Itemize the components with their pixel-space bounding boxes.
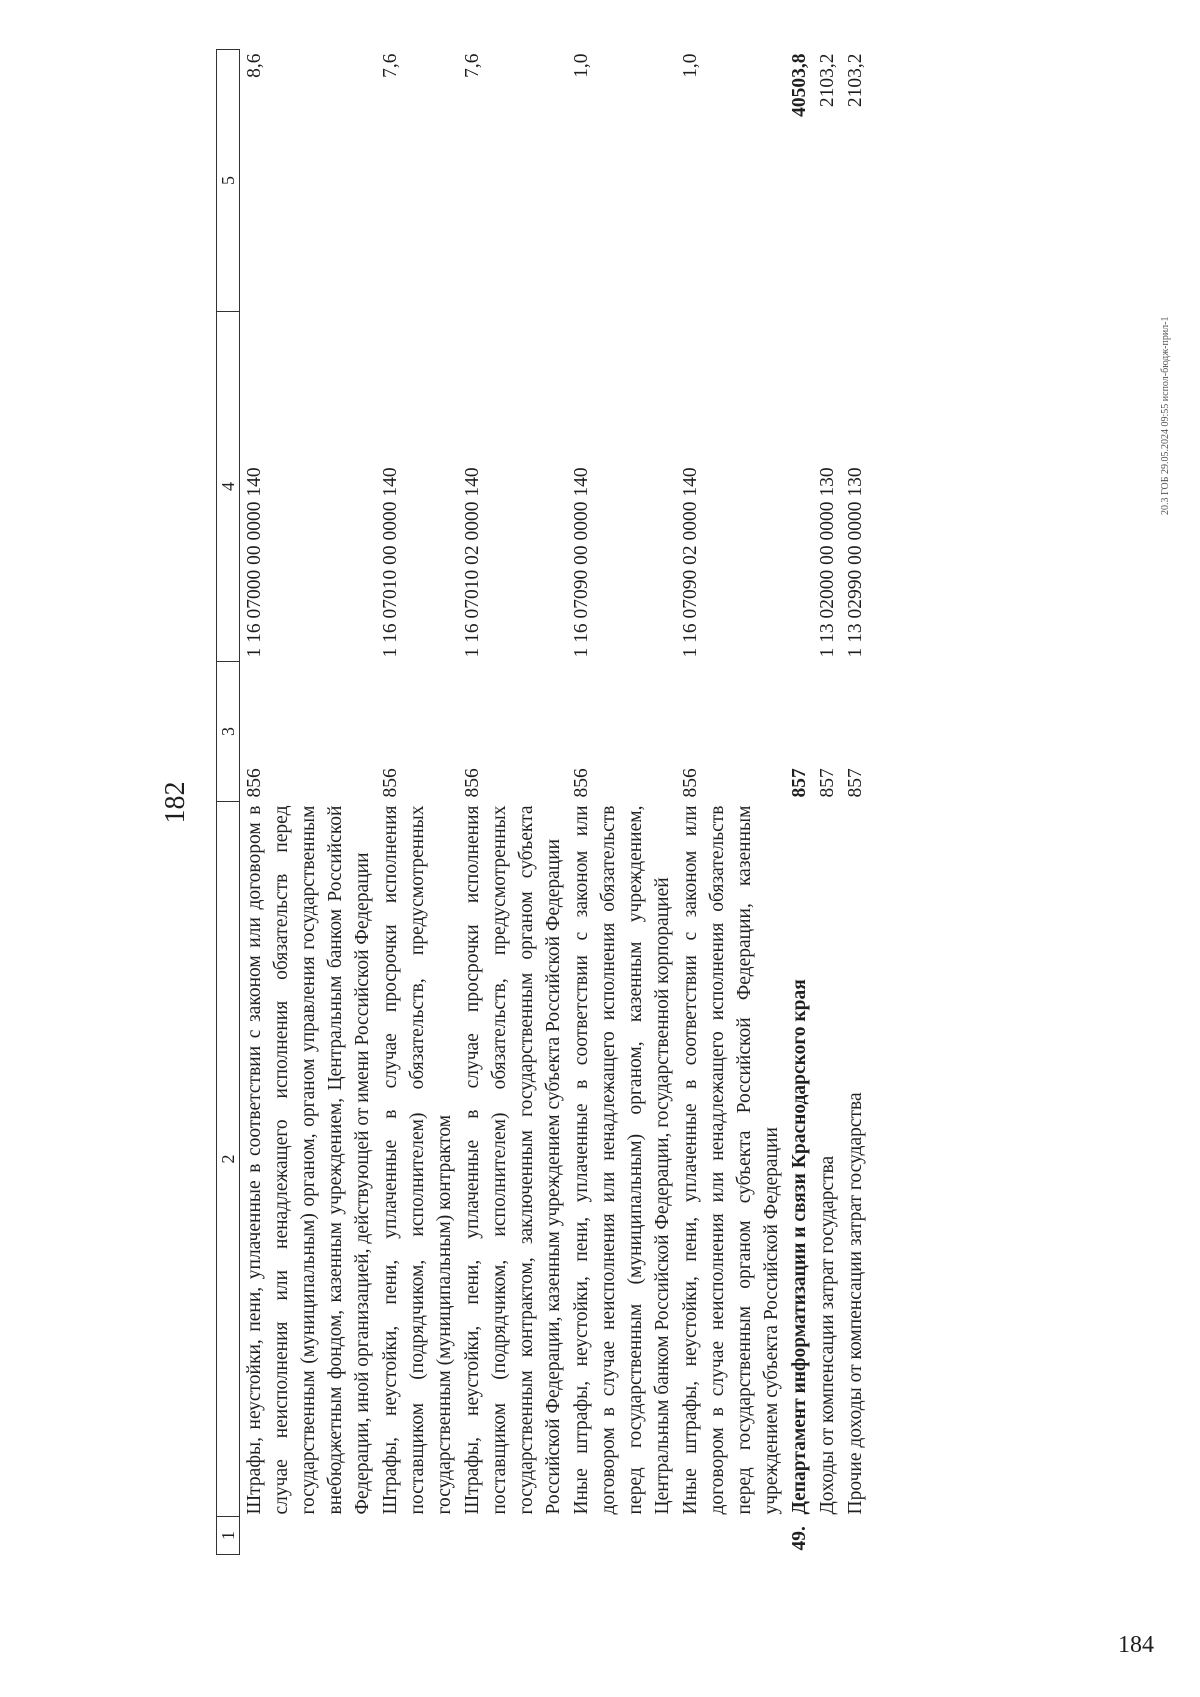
row-name: Иные штрафы, неустойки, пени, уплаченные в соответствии с законом или договором в случае неисполнения или ненадлежащего исполнения обязательств перед государственным органом субъекта Российской Федерации, казенным учреждением субъекта Российской Федерации [680,805,782,1515]
outer-page-number: 184 [1118,1632,1154,1658]
row-amount: 7,6 [380,53,401,78]
row-name: Штрафы, неустойки, пени, уплаченные в соответствии с законом или договором в случае неисполнения или ненадлежащего исполнения обязательств перед государственным (муниципальным) органом, органом управления государственным внебюджетным фондом, казенным учреждением, Центральным банком Российской Федерации, иной организацией, действующей от имени Российской Федерации [244,805,373,1515]
row-name: Штрафы, неустойки, пени, уплаченные в случае просрочки исполнения поставщиком (подрядчиком, исполнителем) обязательств, предусмотренных государственным (муниципальным) контрактом [380,805,455,1515]
header-col-2: 2 [217,802,240,1517]
row-name: Департамент информатизации и связи Краснодарского края [789,979,810,1515]
row-amount: 7,6 [462,53,483,78]
table-row [458,50,567,1555]
row-admin-code: 856 [462,768,483,798]
row-number [676,1517,785,1555]
row-amount: 40503,8 [789,53,810,117]
row-revenue-code [785,312,813,662]
table-row-department [785,50,813,1555]
row-amount: 2103,2 [845,53,866,108]
row-name: Доходы от компенсации затрат государства [817,1155,838,1515]
row-revenue-code: 1 13 02990 00 0000 130 [845,467,866,658]
row-amount: 1,0 [571,53,592,78]
page-number: 182 [160,781,191,824]
table-row [813,50,841,1555]
row-amount: 2103,2 [817,53,838,108]
row-revenue-code: 1 16 07010 00 0000 140 [380,467,401,658]
row-amount: 1,0 [680,53,701,78]
row-admin-code: 857 [789,768,810,798]
table-row [567,50,676,1555]
table-row [376,50,458,1555]
row-name: Штрафы, неустойки, пени, уплаченные в случае просрочки исполнения поставщиком (подрядчиком, исполнителем) обязательств, предусмотренных государственным контрактом, заключенным государственным органом субъекта Российской Федерации, казенным учреждением субъекта Российской Федерации [462,805,564,1515]
row-admin-code: 856 [244,768,265,798]
table-row [676,50,785,1555]
row-name: Прочие доходы от компенсации затрат государства [845,1092,866,1515]
row-admin-code: 856 [571,768,592,798]
row-revenue-code: 1 16 07010 02 0000 140 [462,467,483,658]
row-number [376,1517,458,1555]
row-revenue-code: 1 13 02000 00 0000 130 [817,467,838,658]
header-col-5: 5 [217,50,240,312]
row-number [240,1517,377,1555]
table-row [841,50,869,1555]
document-footer-code: 20.3 ГОБ 29.05.2024 09:55 испол-бюдж-прил-1 [1160,316,1171,515]
header-col-3: 3 [217,662,240,802]
revenue-table [216,49,869,1555]
row-number [841,1517,869,1555]
row-revenue-code: 1 16 07090 02 0000 140 [680,467,701,658]
row-amount: 8,6 [244,53,265,78]
table-header-row [217,50,240,1555]
table-row [240,50,377,1555]
header-col-1: 1 [217,1517,240,1555]
header-col-4: 4 [217,312,240,662]
row-admin-code: 857 [845,768,866,798]
row-number: 49. [789,1526,810,1551]
row-admin-code: 857 [817,768,838,798]
row-name: Иные штрафы, неустойки, пени, уплаченные в соответствии с законом или договором в случае неисполнения или ненадлежащего исполнения обязательств перед государственным (муниципальным) органом, казенным учреждением, Центральным банком Российской Федерации, государственной корпорацией [571,805,673,1515]
row-revenue-code: 1 16 07090 00 0000 140 [571,467,592,658]
row-admin-code: 856 [380,768,401,798]
row-number [458,1517,567,1555]
row-revenue-code: 1 16 07000 00 0000 140 [244,467,265,658]
row-admin-code: 856 [680,768,701,798]
row-number [567,1517,676,1555]
rotated-page [140,50,1200,1555]
row-number [813,1517,841,1555]
